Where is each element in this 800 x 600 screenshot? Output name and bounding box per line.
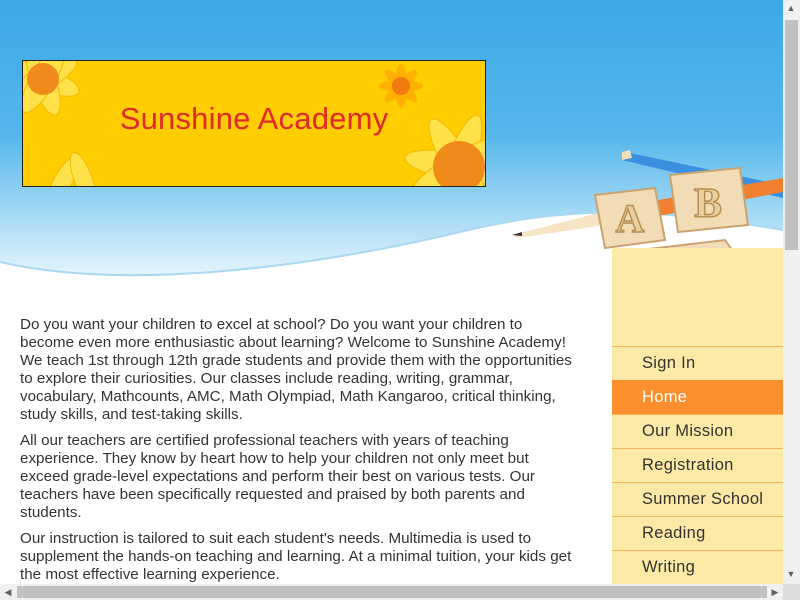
scroll-down-arrow-icon[interactable]: ▼ xyxy=(786,569,796,579)
main-content xyxy=(20,316,580,592)
svg-text:B: B xyxy=(693,181,723,227)
block-b-icon xyxy=(670,168,748,232)
scrollbar-corner xyxy=(783,584,800,600)
banner xyxy=(22,60,486,187)
nav-item-writing[interactable]: Writing xyxy=(612,550,783,584)
nav-item-home[interactable]: Home xyxy=(612,380,783,414)
site-title: Sunshine Academy xyxy=(119,101,389,136)
scroll-left-arrow-icon[interactable]: ◀ xyxy=(4,587,12,597)
nav-item-registration[interactable]: Registration xyxy=(612,448,783,482)
horizontal-scrollbar[interactable] xyxy=(0,584,783,600)
nav-item-our-mission[interactable]: Our Mission xyxy=(612,414,783,448)
nav-item-reading[interactable]: Reading xyxy=(612,516,783,550)
nav-item-summer-school[interactable]: Summer School xyxy=(612,482,783,516)
vertical-scrollbar[interactable] xyxy=(783,0,800,584)
teachers-paragraph: All our teachers are certified professional teachers with years of teaching experience. They know by heart how to help your children not only meet but exceed grade-level expectations and perform their best on various tests. Our teachers have been specifically requested and praised by both parents and students. xyxy=(20,432,535,521)
svg-text:A: A xyxy=(615,196,645,241)
nav-item-sign-in[interactable]: Sign In xyxy=(612,346,783,380)
intro-paragraph: Do you want your children to excel at school? Do you want your children to become even more enthusiastic about learning? Welcome to Sunshine Academy! We teach 1st through 12th grade students and provide them with the opportunities to explore their curiosities. Our classes include reading, writing, grammar, vocabulary, Mathcounts, AMC, Math Olympiad, Math Kangaroo, critical thinking, study skills, and test-taking skills. xyxy=(20,316,572,423)
block-a-icon xyxy=(595,188,665,248)
sidebar-nav xyxy=(612,346,783,584)
horizontal-scroll-thumb[interactable] xyxy=(17,586,767,598)
instruction-paragraph: Our instruction is tailored to suit each student's needs. Multimedia is used to supplement the hands-on teaching and learning. At a minimal tuition, your kids get the most effective learning experience. xyxy=(20,530,572,583)
scroll-right-arrow-icon[interactable]: ▶ xyxy=(771,587,779,597)
scroll-up-arrow-icon[interactable]: ▲ xyxy=(786,3,796,13)
vertical-scroll-thumb[interactable] xyxy=(785,20,798,250)
